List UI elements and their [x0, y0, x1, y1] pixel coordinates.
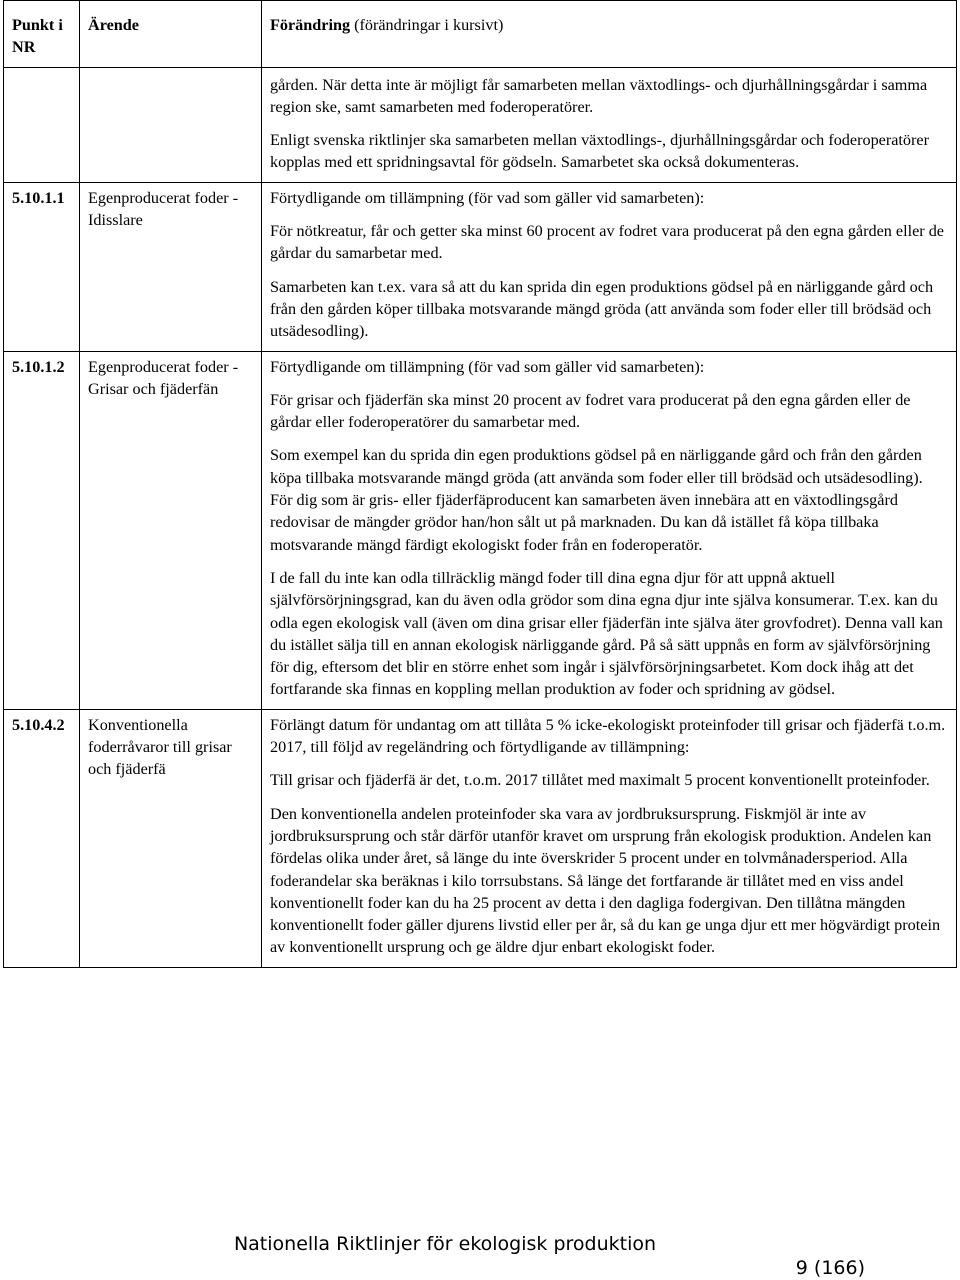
table-row: [4, 709, 957, 967]
table-row: [4, 182, 957, 351]
paragraph: Enligt svenska riktlinjer ska samarbeten mellan växtodlings-, djurhållningsgårdar och foderoperatörer kopplas med ett spridningsavtal för gödseln. Samarbetet ska också dokumenteras.: [270, 131, 929, 172]
table-row: [4, 351, 957, 709]
header-punkt-nr: Punkt i NR: [4, 1, 80, 68]
row-change: [262, 709, 957, 967]
row-change: [262, 351, 957, 709]
header-forandring-label: Förändring: [270, 16, 351, 34]
paragraph: Till grisar och fjäderfä är det, t.o.m. 2017 tillåtet med maximalt 5 procent konventionellt proteinfoder.: [270, 771, 930, 790]
row-topic: [80, 67, 262, 182]
row-change: [262, 67, 957, 182]
paragraph: I de fall du inte kan odla tillräcklig mängd foder till dina egna djur för att uppnå aktuell självförsörjningsgrad, kan du även odla grödor som dina egna djur inte själva konsumerar. T.ex. kan du odla egen ekologisk vall (även om dina grisar eller fjäderfän inte själva äter grovfodret). Denna vall kan du istället sälja till en annan ekologisk närliggande gård. På så sätt uppnås en form av självförsörjning för dig, eftersom det blir en större enhet som ingår i självförsörjningsarbetet. Kom dock ihåg att det fortfarande ska finnas en koppling mellan produktion av foder och spridning av gödsel.: [270, 568, 943, 699]
paragraph: Som exempel kan du sprida din egen produktions gödsel på en närliggande gård och från den gården köpa tillbaka motsvarande mängd gröda (att använda som foder eller till brödsäd och utsädesodling). För dig som är gris- eller fjäderfäproducent kan samarbeten även innebära att en växtodlingsgård redovisar de mängder grödor han/hon sålt ut på marknaden. Du kan då istället få köpa tillbaka motsvarande mängd färdigt ekologiskt foder från en foderoperatör.: [270, 446, 923, 554]
paragraph: Förtydligande om tillämpning (för vad som gäller vid samarbeten):: [270, 188, 705, 207]
table-row: [4, 67, 957, 182]
row-number: 5.10.4.2: [4, 709, 80, 967]
paragraph: Samarbeten kan t.ex. vara så att du kan sprida din egen produktions gödsel på en närliggande gård och från den gården köper tillbaka motsvarande mängd gröda (att använda som foder eller till brödsäd och utsädesodling).: [270, 277, 934, 341]
row-number: 5.10.1.1: [4, 182, 80, 351]
paragraph: Den konventionella andelen proteinfoder ska vara av jordbruksursprung. Fiskmjöl är inte av jordbruksursprung och står därför utanför kravet om ursprung från ekologisk produktion. Andelen kan fördelas olika under året, så länge du inte överskrider 5 procent under en tolvmånadersperiod. Alla foderandelar ska beräknas i kilo torrsubstans. Så länge det fortfarande är tillåtet med en viss andel konventionellt foder kan du ha 25 procent av detta i den dagliga fodergivan. Den tillåtna mängden konventionellt foder gäller djurens livstid eller per år, så du kan ge unga djur ett mer högvärdigt protein av konventionellt ursprung och ge äldre djur enbart ekologiskt foder.: [270, 804, 941, 957]
header-forandring-note: (förändringar i kursivt): [354, 16, 504, 34]
footer-page-number: 9 (166): [795, 1257, 865, 1279]
row-topic: Konventionella foderråvaror till grisar och fjäderfä: [80, 709, 262, 967]
row-change: [262, 182, 957, 351]
paragraph: gården. När detta inte är möjligt får samarbeten mellan växtodlings- och djurhållningsgårdar i samma region ske, samt samarbeten med foderoperatörer.: [270, 75, 928, 116]
rules-table: [3, 0, 957, 968]
paragraph: För nötkreatur, får och getter ska minst 60 procent av fodret vara producerat på den egna gården eller de gårdar du samarbetar med.: [270, 222, 944, 263]
paragraph: Förtydligande om tillämpning (för vad som gäller vid samarbeten):: [270, 357, 705, 376]
table-header-row: [4, 1, 957, 68]
row-number: 5.10.1.2: [4, 351, 80, 709]
footer-document-title: Nationella Riktlinjer för ekologisk produktion: [233, 1233, 657, 1255]
row-topic: Egenproducerat foder - Idisslare: [80, 182, 262, 351]
header-forandring: [262, 1, 957, 68]
row-topic: Egenproducerat foder - Grisar och fjäderfän: [80, 351, 262, 709]
paragraph: Förlängt datum för undantag om att tillåta 5 % icke-ekologiskt proteinfoder till grisar och fjäderfä t.o.m. 2017, till följd av regeländring och förtydligande av tillämpning:: [270, 715, 946, 757]
paragraph: För grisar och fjäderfän ska minst 20 procent av fodret vara producerat på den egna gården eller de gårdar eller foderoperatörer du samarbetar med.: [270, 390, 911, 432]
header-arende: Ärende: [80, 1, 262, 68]
row-number: [4, 67, 80, 182]
